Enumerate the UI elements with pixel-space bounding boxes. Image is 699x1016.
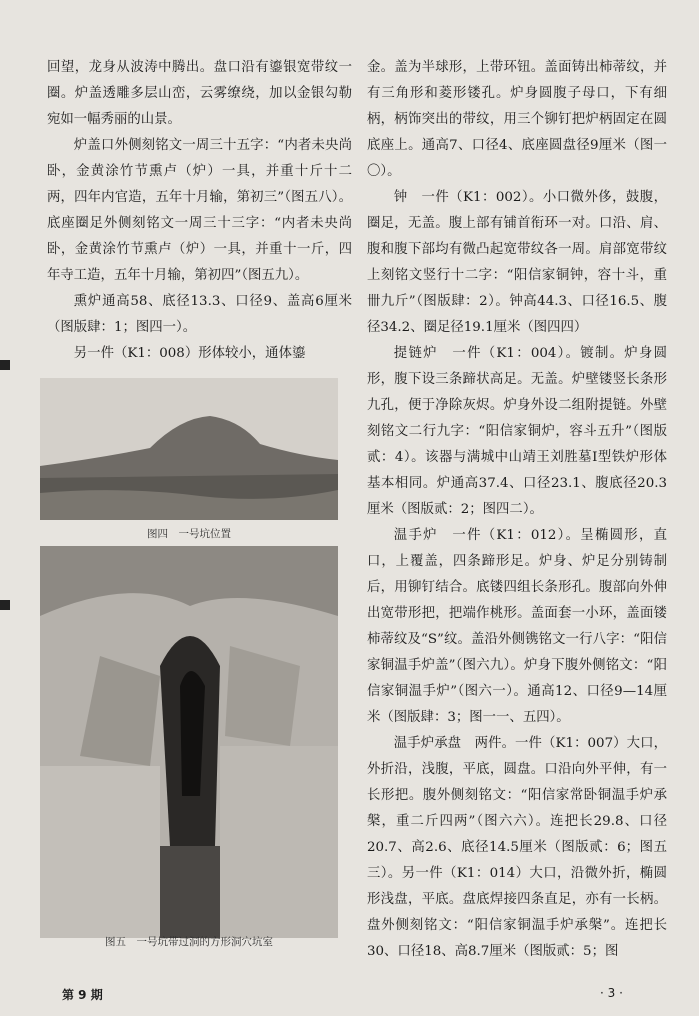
- right-column: [367, 55, 667, 965]
- paragraph: 炉盖口外侧刻铭文一周三十五字：“内者未央尚卧，金黄涂竹节熏卢（炉）一具，并重十斤十二两，四年内官造，五年十月输，第初三”（图五八）。底座圈足外侧刻铭文一周三十三字：“内者未央尚卧，金黄涂竹节熏卢（炉）一具，并重十一斤，四年寺工造，五年十月输，第初四”（图五九）。: [47, 138, 352, 283]
- paragraph: 钟 一件（K1：002）。小口微外侈，鼓腹，圈足，无盖。腹上部有铺首衔环一对。口沿、肩、腹和腹下部均有微凸起宽带纹各一周。肩部宽带纹上刻铭文竖行十二字：“阳信家铜钟，容十斗，重卌九斤”（图版肆：2）。钟高44.3、口径16.5、腹径34.2、圈足径19.1厘米（图四四）: [367, 190, 667, 335]
- page-number: · 3 ·: [600, 986, 623, 1000]
- issue-label: 第 9 期: [62, 988, 103, 1002]
- figure-4-caption: 图四 一号坑位置: [147, 528, 231, 540]
- figure-4-photo: [40, 378, 338, 520]
- paragraph: 温手炉承盘 两件。一件（K1：007）大口，外折沿，浅腹，平底，圆盘。口沿向外平伸，有一长形把。腹外侧刻铭文：“阳信家常卧铜温手炉承槃，重二斤四两”（图六六）。连把长29.8、口径20.7、高2.6、底径14.5厘米（图版贰：6；图五三）。另一件（K1：014）大口，沿微外折，椭圆形浅盘，平底。盘底焊接四条直足，亦有一长柄。盘外侧刻铭文：“阳信家铜温手炉承槃”。连把长30、口径18、高8.7厘米（图版贰：5；图: [367, 736, 667, 959]
- scan-edge-mark: [0, 360, 10, 370]
- paragraph: 熏炉通高58、底径13.3、口径9、盖高6厘米（图版肆：1；图四一）。: [47, 294, 352, 335]
- paragraph: 回望，龙身从波涛中腾出。盘口沿有鎏银宽带纹一圈。炉盖透雕多层山峦，云雾缭绕，加以金银勾勒宛如一幅秀丽的山景。: [47, 60, 352, 127]
- paragraph: 另一件（K1：008）形体较小，通体鎏: [73, 346, 306, 361]
- hill-landscape-image: [40, 378, 338, 520]
- figure-5-photo: [40, 546, 338, 938]
- paragraph: 金。盖为半球形，上带环钮。盖面铸出柿蒂纹，并有三角形和菱形镂孔。炉身圆腹子母口，下有细柄，柄饰突出的带纹，用三个铆钉把炉柄固定在圆底座上。通高7、口径4、底座圆盘径9厘米（图一〇）。: [367, 60, 667, 179]
- pit-chamber-image: [40, 546, 338, 938]
- left-column: [47, 55, 352, 367]
- paragraph: 提链炉 一件（K1：004）。镀制。炉身圆形，腹下设三条蹄状高足。无盖。炉壁镂竖长条形九孔，便于净除灰烬。炉身外设二组附提链。外壁刻铭文二行九字：“阳信家铜炉，容斗五升”（图版贰：4）。该器与满城中山靖王刘胜墓Ⅰ型铁炉形体基本相同。炉通高37.4、口径23.1、腹底径20.3厘米（图版贰：2；图四二）。: [367, 346, 667, 517]
- scan-edge-mark: [0, 600, 10, 610]
- figure-5-caption: 图五 一号坑带过洞的方形洞穴坑室: [105, 936, 273, 948]
- paragraph: 温手炉 一件（K1：012）。呈椭圆形，直口，上覆盖，四条蹄形足。炉身、炉足分别铸制后，用铆钉结合。底镂四组长条形孔。腹部向外伸出宽带形把，把端作桃形。盖面套一小环，盖面镂柿蒂纹及“S”纹。盖沿外侧镌铭文一行八字：“阳信家铜温手炉盖”（图六九）。炉身下腹外侧铭文：“阳信家铜温手炉”（图六一）。通高12、口径9—14厘米（图版肆：3；图一一、五四）。: [367, 528, 667, 725]
